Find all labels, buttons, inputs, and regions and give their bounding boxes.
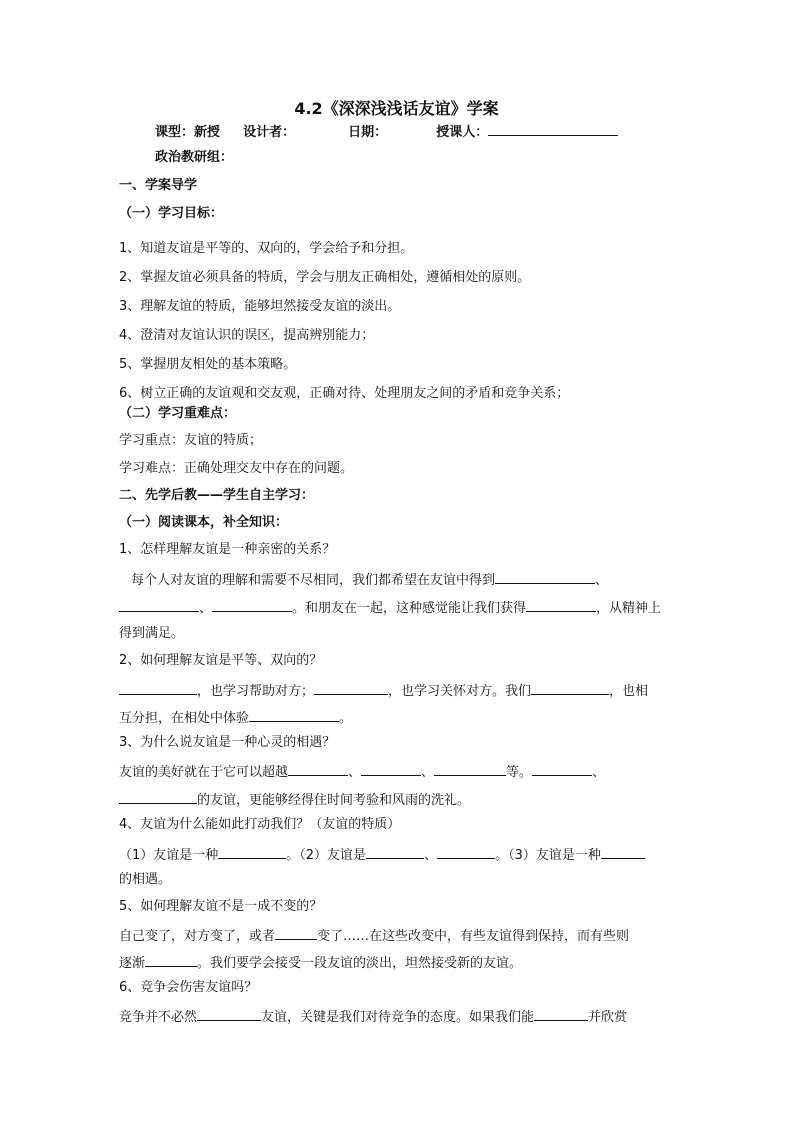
- teacher-blank[interactable]: [488, 122, 618, 136]
- header-info-line: [155, 122, 618, 141]
- q5-line-1: [119, 926, 629, 945]
- fill-blank[interactable]: [275, 926, 317, 940]
- q6-text: 友谊，关键是我们对待竞争的态度。如果我们能: [261, 1010, 535, 1025]
- question-5: 5、如何理解友谊不是一成不变的？: [119, 899, 323, 914]
- date-label: 日期：: [348, 125, 388, 140]
- q6-text: 并欣赏: [588, 1010, 628, 1025]
- designer-label: 设计者：: [243, 125, 296, 140]
- fill-blank[interactable]: [534, 1007, 588, 1021]
- q4-line-2: 的相遇。: [119, 872, 172, 887]
- q1-line-3: 得到满足。: [119, 626, 185, 641]
- q4-text: （1）友谊是一种: [119, 848, 219, 863]
- q2-text: ，也学习关怀对方。我们: [388, 684, 532, 699]
- fill-blank[interactable]: [197, 1007, 261, 1021]
- question-4: 4、友谊为什么能如此打动我们？（友谊的特质）: [119, 817, 401, 832]
- q4-text: 、: [424, 848, 438, 863]
- goal-item: 1、知道友谊是平等的、双向的，学会给予和分担。: [119, 241, 414, 256]
- key-points-heading: （二）学习重难点：: [119, 406, 237, 421]
- group-label: 政治教研组：: [155, 150, 234, 165]
- study-difficulty: 学习难点：正确处理交友中存在的问题。: [119, 461, 354, 476]
- fill-blank[interactable]: [249, 708, 339, 722]
- q3-text: 、: [348, 765, 362, 780]
- question-3: 3、为什么说友谊是一种心灵的相遇？: [119, 735, 336, 750]
- q5-line-2: [119, 953, 522, 972]
- q6-text: 竞争并不必然: [119, 1010, 198, 1025]
- section-heading-2: 二、先学后教——学生自主学习：: [119, 488, 315, 503]
- page-title: 4.2《深深浅浅话友谊》学案: [294, 99, 499, 118]
- q3-line-1: [119, 762, 605, 781]
- q4-text: 。（3）友谊是一种: [495, 848, 601, 863]
- fill-blank[interactable]: [601, 845, 645, 859]
- teacher-label: 授课人：: [436, 125, 489, 140]
- goal-item: 3、理解友谊的特质，能够坦然接受友谊的淡出。: [119, 299, 401, 314]
- q2-text: ，也学习帮助对方；: [197, 684, 315, 699]
- fill-blank[interactable]: [119, 598, 199, 612]
- q2-line-2: [119, 708, 352, 727]
- q3-text: 、: [592, 765, 606, 780]
- q3-text: 、: [421, 765, 435, 780]
- q3-line-2: [119, 790, 470, 809]
- fill-blank[interactable]: [437, 845, 495, 859]
- fill-blank[interactable]: [531, 681, 609, 695]
- reading-subheading: （一）阅读课本，补全知识：: [119, 515, 289, 530]
- q5-text: 自己变了，对方变了，或者: [119, 929, 276, 944]
- q1-text: 。和朋友在一起，这种感觉能让我们获得: [292, 601, 527, 616]
- q5-text: 逐渐: [119, 956, 146, 971]
- q6-line-1: [119, 1007, 627, 1026]
- fill-blank[interactable]: [366, 845, 424, 859]
- q3-text: 友谊的美好就在于它可以超越: [119, 765, 289, 780]
- fill-blank[interactable]: [212, 598, 292, 612]
- q4-line-1: [119, 845, 645, 864]
- fill-blank[interactable]: [145, 953, 197, 967]
- fill-blank[interactable]: [119, 681, 197, 695]
- goal-item: 4、澄清对友谊认识的误区，提高辨别能力；: [119, 328, 375, 343]
- fill-blank[interactable]: [218, 845, 286, 859]
- q1-line-1: [131, 570, 608, 589]
- section-heading-1: 一、学案导学: [119, 178, 198, 193]
- q5-text: 变了……在这些改变中，有些友谊得到保持，而有些则: [317, 929, 630, 944]
- fill-blank[interactable]: [288, 762, 348, 776]
- fill-blank[interactable]: [361, 762, 421, 776]
- q1-text: 每个人对友谊的理解和需要不尽相同，我们都希望在友谊中得到: [131, 573, 496, 588]
- study-focus: 学习重点：友谊的特质；: [119, 433, 263, 448]
- fill-blank[interactable]: [119, 790, 197, 804]
- goals-heading: （一）学习目标：: [119, 206, 224, 221]
- question-1: 1、怎样理解友谊是一种亲密的关系？: [119, 542, 336, 557]
- question-6: 6、竞争会伤害友谊吗？: [119, 980, 258, 995]
- q1-text: 、: [595, 573, 609, 588]
- q2-line-1: [119, 681, 648, 700]
- fill-blank[interactable]: [532, 762, 592, 776]
- fill-blank[interactable]: [495, 570, 595, 584]
- q1-text: 、: [199, 601, 213, 616]
- goal-item: 6、树立正确的友谊观和交友观，正确对待、处理朋友之间的矛盾和竞争关系；: [119, 386, 570, 401]
- goal-item: 2、掌握友谊必须具备的特质，学会与朋友正确相处，遵循相处的原则。: [119, 270, 531, 285]
- q3-text: 的友谊，更能够经得住时间考验和风雨的洗礼。: [197, 793, 471, 808]
- fill-blank[interactable]: [526, 598, 596, 612]
- q5-text: 。我们要学会接受一段友谊的淡出，坦然接受新的友谊。: [197, 956, 523, 971]
- q2-text: ，也相: [609, 684, 649, 699]
- q2-text: 互分担，在相处中体验: [119, 711, 250, 726]
- q1-text: ，从精神上: [596, 601, 662, 616]
- q4-text: 。（2）友谊是: [286, 848, 367, 863]
- fill-blank[interactable]: [314, 681, 388, 695]
- q2-text: 。: [339, 711, 353, 726]
- q3-text: 等。: [506, 765, 533, 780]
- goal-item: 5、掌握朋友相处的基本策略。: [119, 357, 297, 372]
- question-2: 2、如何理解友谊是平等、双向的？: [119, 653, 323, 668]
- fill-blank[interactable]: [434, 762, 506, 776]
- course-type: 课型：新授: [155, 125, 221, 140]
- q1-line-2: [119, 598, 661, 617]
